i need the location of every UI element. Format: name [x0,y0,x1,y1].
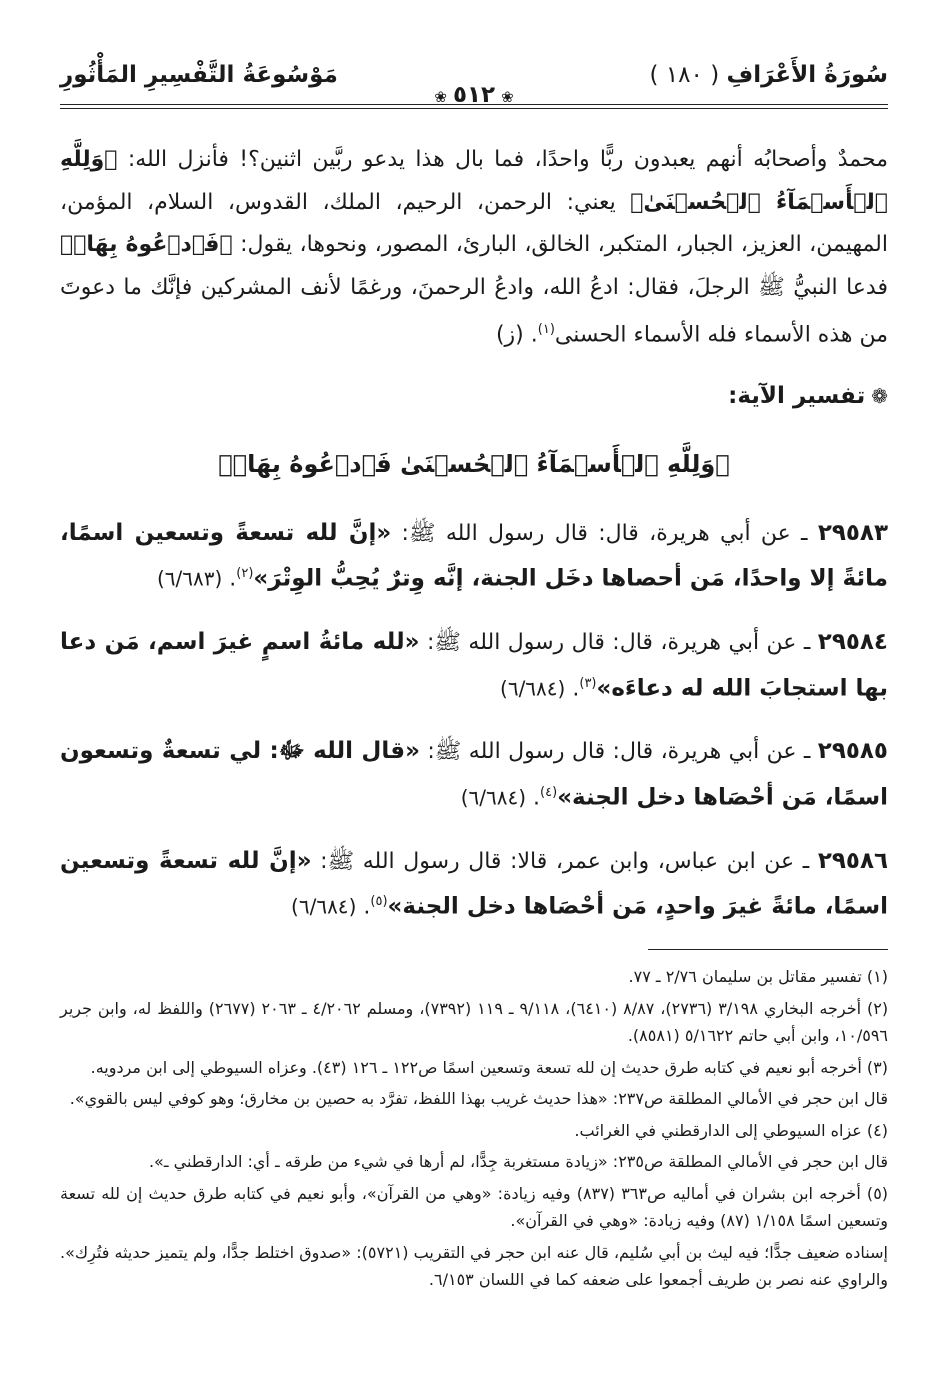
verse-heading: ﴿وَلِلَّهِ ٱلۡأَسۡمَآءُ ٱلۡحُسۡنَىٰ فَٱدۡعُوهُ بِهَاۖ﴾ [218,449,730,478]
hadith-text: «قال الله ﷻ: لي تسعةٌ وتسعون اسمًا، مَن أحْصَاها دخل الجنة» [60,738,888,811]
intro-paragraph [60,139,888,357]
footnote-marker: (٢) [236,566,254,582]
footnote-marker: (٤) [540,784,558,800]
ornament-icon: ❀ [434,88,447,106]
footnote: (٤) عزاه السيوطي إلى الدارقطني في الغرائب. [574,1120,888,1140]
intro-text: فدعا النبيُّ ﷺ الرجلَ، فقال: ادعُ الله، وادعُ الرحمنَ، ورغمًا لأنف المشركين فإنَّك ما دعوتَ من هذه الأسماء فله الأسماء الحسنى [60,274,888,348]
footnote: قال ابن حجر في الأمالي المطلقة ص٢٣٥: «زيادة مستغربة جِدًّا، لم أرها في شيء من طرقه ـ أي: الدارقطني ـ». [148,1152,888,1172]
surah-verse-number: ( ١٨٠ ) [649,62,720,88]
book-title: مَوْسُوعَةُ التَّفْسِيرِ المَأْثُورِ [60,62,338,88]
hadith-entry: ٢٩٥٨٥ ـ عن أبي هريرة، قال: قال رسول الله ﷺ: «قال الله ﷻ: لي تسعةٌ وتسعون اسمًا، مَن أحْصَاها دخل الجنة»$^{(٤)}$. (٦/٦٨٤) [60,738,888,811]
intro-text: محمدٌ وأصحابُه أنهم يعبدون ربًّا واحدًا، فما بال هذا يدعو ربَّين اثنين؟! فأنزل الله: [127,147,888,172]
footnotes [60,963,888,1294]
footnote: قال ابن حجر في الأمالي المطلقة ص٢٣٧: «هذا حديث غريب بهذا اللفظ، تفرَّد به حصين بن مخارق؛ وهو كوفي ليس بالقوي». [69,1089,888,1109]
hadith-chain: ـ عن أبي هريرة، قال: قال رسول الله ﷺ: [401,520,808,546]
page-number: ٥١٢ [452,82,496,108]
footnote: إسناده ضعيف جدًّا؛ فيه ليث بن أبي سُليم، قال عنه ابن حجر في التقريب (٥٧٢١): «صدوق اختلط جدًّا، ولم يتميز حديثه فتُرِك». والراوي عنه نصر بن طريف أجمعوا على ضعفه كما في اللسان ٦/١٥٣. [60,1242,888,1290]
hadith-chain: ـ عن أبي هريرة، قال: قال رسول الله ﷺ: [427,739,811,765]
page-header [60,56,888,110]
ornament-icon: ❀ [501,88,514,106]
hadith-entry: ٢٩٥٨٤ ـ عن أبي هريرة، قال: قال رسول الله ﷺ: «لله مائةُ اسمٍ غيرَ اسم، مَن دعا بها استجابَ الله له دعاءَه»$^{(٣)}$. (٦/٦٨٤) [60,629,888,701]
quran-quote: ﴿فَٱدۡعُوهُ بِهَاۖ﴾ [60,232,233,257]
hadith-text: «إنَّ لله تسعةً وتسعين اسمًا، مائةً غيرَ واحدٍ، مَن أحْصَاها دخل الجنة» [60,847,888,920]
volume-page-ref: (٦/٦٨٤) [291,894,357,919]
surah-name: سُورَةُ الأَعْرَافِ [726,62,888,88]
flower-icon: ❁ [871,383,888,408]
hadith-number: ٢٩٥٨٥ [817,738,888,765]
hadith-text: «إنَّ لله تسعةً وتسعين اسمًا، مائةً إلا واحدًا، مَن أحصاها دخَل الجنة، إنَّه وِترٌ يُحِبُّ الوِتْرَ» [60,519,888,592]
hadith-chain: ـ عن ابن عباس، وابن عمر، قالا: قال رسول الله ﷺ: [320,848,810,874]
header-rule [60,108,888,109]
header-rule [60,104,888,105]
footnote-marker: (٥) [370,894,388,910]
volume-page-ref: (٦/٦٨٣) [156,566,223,591]
volume-page-ref: (٦/٦٨٤) [460,785,527,810]
footnote: (٥) أخرجه ابن بشران في أماليه ص٣٦٣ (٨٣٧) وفيه زيادة: «وهي من القرآن»، وأبو نعيم في كتابه طرق حديث إن لله تسعة وتسعين اسمًا ١/١٥٨ (٨٧) وفيه زيادة: «وهي في القرآن». [60,1183,889,1231]
hadith-entry: ٢٩٥٨٣ ـ عن أبي هريرة، قال: قال رسول الله ﷺ: «إنَّ لله تسعةً وتسعين اسمًا، مائةً إلا واحدًا، مَن أحصاها دخَل الجنة، إنَّه وِترٌ يُحِبُّ الوِتْرَ»$^{(٢)}$. (٦/٦٨٣) [60,519,889,592]
footnote-marker: (٣) [579,675,597,691]
hadith-text: «لله مائةُ اسمٍ غيرَ اسم، مَن دعا بها استجابَ الله له دعاءَه» [60,629,888,701]
footnote: (١) تفسير مقاتل بن سليمان ٢/٧٦ ـ ٧٧. [628,967,888,987]
footnote-separator [648,949,888,950]
section-heading [60,379,888,413]
footnote: (٣) أخرجه أبو نعيم في كتابه طرق حديث إن لله تسعة وتسعين اسمًا ص١٢٢ ـ ١٢٦ (٤٣). وعزاه السيوطي إلى ابن مردويه. [90,1057,888,1077]
intro-text: يعني: الرحمن، الرحيم، الملك، القدوس، السلام، المؤمن، المهيمن، العزيز، الجبار، المتكبر، الخالق، البارئ، المصور، ونحوها، يقول: [60,189,889,257]
hadith-chain: ـ عن أبي هريرة، قال: قال رسول الله ﷺ: [426,630,811,656]
hadith-number: ٢٩٥٨٣ [817,519,889,546]
source-code: . (ز) [495,322,538,348]
quran-quote: ﴿وَلِلَّهِ ٱلۡأَسۡمَآءُ ٱلۡحُسۡنَىٰ﴾ [60,147,888,215]
footnote: (٢) أخرجه البخاري ٣/١٩٨ (٢٧٣٦)، ٨/٨٧ (٦٤١٠)، ٩/١١٨ ـ ١١٩ (٧٣٩٢)، ومسلم ٤/٢٠٦٢ ـ ٢٠٦٣ (٢٦٧٧) واللفظ له، وابن جرير ١٠/٥٩٦، وابن أبي حاتم ٥/١٦٢٢ (٨٥٨١). [60,998,889,1046]
hadith-number: ٢٩٥٨٦ [817,847,889,874]
section-title: تفسير الآية: [728,382,866,409]
volume-page-ref: (٦/٦٨٤) [500,675,566,700]
footnote-marker: (١) [537,322,555,337]
hadith-entry: ٢٩٥٨٦ ـ عن ابن عباس، وابن عمر، قالا: قال رسول الله ﷺ: «إنَّ لله تسعةً وتسعين اسمًا، مائةً غيرَ واحدٍ، مَن أحْصَاها دخل الجنة»$^{(٥)}$. (٦/٦٨٤) [60,847,889,920]
book-page [60,56,888,1298]
hadith-list [60,513,888,928]
hadith-number: ٢٩٥٨٤ [817,629,888,656]
